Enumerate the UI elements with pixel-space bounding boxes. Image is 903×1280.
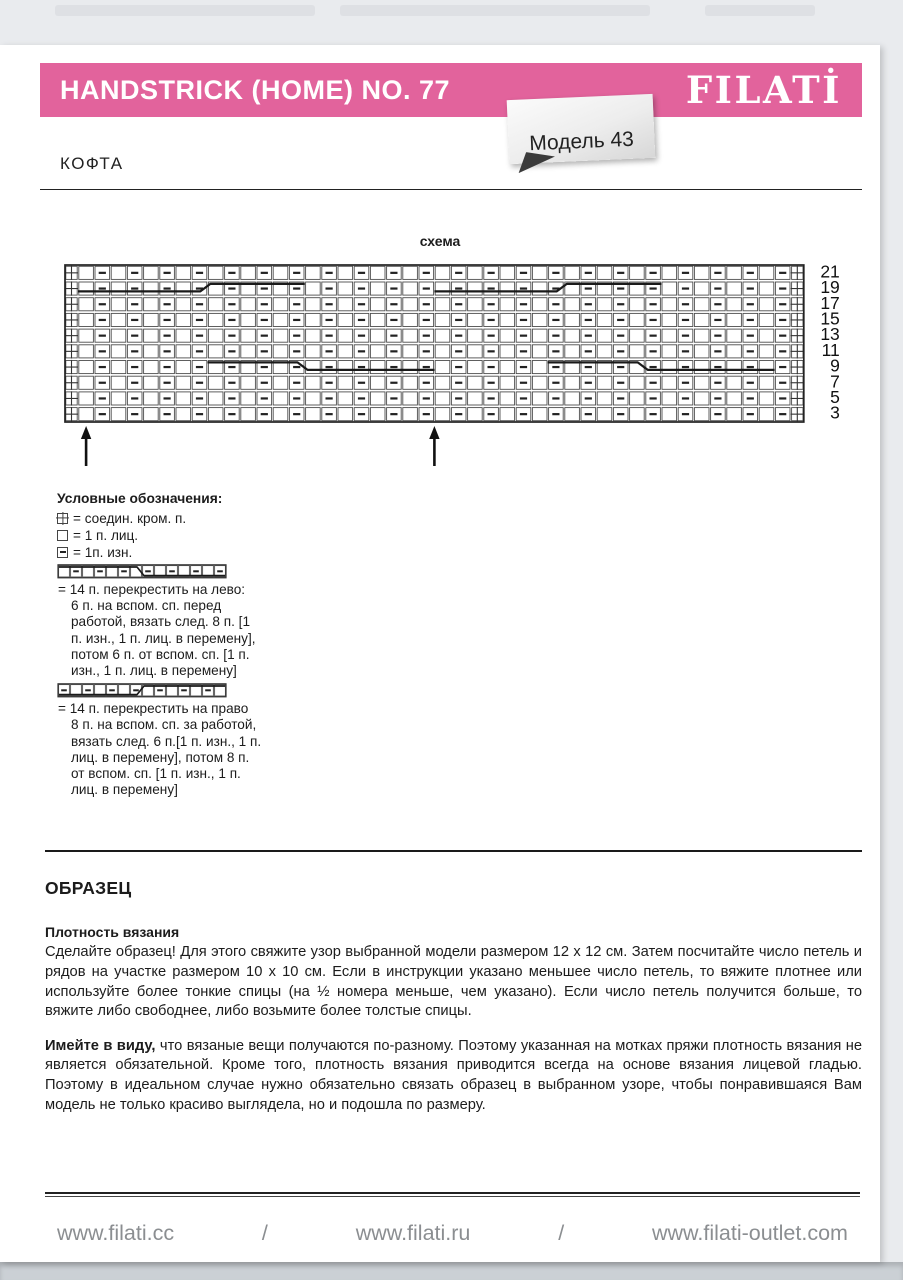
chart-title: схема <box>419 233 461 249</box>
footer-link-filati-ru[interactable]: www.filati.ru <box>355 1221 471 1245</box>
cable-text-line: 8 п. на вспом. сп. за работой, <box>71 717 257 733</box>
knitting-chart-svg <box>63 263 853 469</box>
legend-item-text: = 1 п. лиц. <box>73 527 139 543</box>
legend-title: Условные обозначения: <box>57 491 223 506</box>
ghost-artifact <box>55 5 315 16</box>
page-top-gap <box>0 0 903 45</box>
cable-rise <box>78 284 305 292</box>
cable-left-symbol <box>57 564 229 579</box>
cable-text-line: лиц. в перемену], потом 8 п. <box>71 749 250 765</box>
legend-item-edge <box>57 510 880 526</box>
cable-left-description <box>57 582 880 679</box>
cable-text-line: вязать след. 6 п.[1 п. изн., 1 п. <box>71 733 262 749</box>
filati-logo: FILATİ <box>685 67 842 112</box>
footer-divider <box>45 1192 860 1197</box>
cable-right-description <box>57 701 880 798</box>
page-footer <box>45 1192 860 1246</box>
magazine-title: HANDSTRICK (HOME) NO. 77 <box>60 74 451 105</box>
svg-text:11: 11 <box>821 339 840 360</box>
section-divider <box>45 850 862 852</box>
svg-text:13: 13 <box>820 324 840 345</box>
repeat-arrows <box>81 426 440 466</box>
cable-text-line: = 14 п. перекрестить на лево: <box>58 582 246 597</box>
header-divider <box>40 189 862 190</box>
document-page <box>0 45 880 1262</box>
cable-text-line: п. изн., 1 п. лиц. в перемену], <box>71 630 256 646</box>
legend-cable-line <box>59 567 225 576</box>
model-note <box>507 94 656 164</box>
cable-text-line: потом 6 п. от вспом. сп. [1 п. <box>71 646 250 662</box>
svg-text:17: 17 <box>820 292 840 313</box>
page-bottom-gap <box>0 1262 903 1280</box>
svg-text:5: 5 <box>830 387 840 407</box>
svg-text:21: 21 <box>820 263 840 282</box>
chart-legend <box>57 491 880 798</box>
garment-title: КОФТА <box>60 154 124 173</box>
svg-text:15: 15 <box>820 308 840 329</box>
sample-section-title: ОБРАЗЕЦ <box>45 878 132 899</box>
chart-grid <box>65 266 804 422</box>
cable-text-line: изн., 1 п. лиц. в перемену] <box>71 663 237 679</box>
edge-cross-icon <box>57 513 68 524</box>
svg-text:7: 7 <box>830 371 840 392</box>
cable-fall <box>208 362 435 370</box>
footer-links <box>45 1221 860 1246</box>
legend-item-knit <box>57 527 880 543</box>
footer-separator: / <box>261 1221 268 1245</box>
note-paragraph <box>45 1037 862 1115</box>
note-paragraph-body: что вязаные вещи получаются по-разному. Поэтому указанная на мотках пряжи плотность вязания не является обязательной. Кроме того, плотность вязания приводится всегда на основе вязания лицевой гладью. Поэтому в идеальном случае нужно обязательно связать образец в выбранном узоре, чтобы понравившаяся Вам модель не только красиво выглядела, но и подошла по размеру. <box>45 1037 862 1113</box>
footer-link-filati-outlet[interactable]: www.filati-outlet.com <box>652 1221 848 1245</box>
footer-link-filati-cc[interactable]: www.filati.cc <box>57 1221 175 1245</box>
cable-text-line: лиц. в перемену] <box>71 782 178 798</box>
magazine-banner <box>40 63 862 117</box>
gauge-paragraph: Сделайте образец! Для этого свяжите узор выбранной модели размером 12 х 12 см. Затем посчитайте число петель и рядов на участке размером 10 х 10 см. Если в инструкции указано меньшее число петель, то вяжите плотнее или используйте более тонкие спицы (на ½ номера меньше, чем указано). Если число петель получится больше, то вяжите либо свободнее, либо возьмите более толстые спицы. <box>45 944 862 1020</box>
cable-text-line: = 14 п. перекрестить на право <box>58 701 249 717</box>
gauge-heading: Плотность вязания <box>45 924 180 941</box>
row-numbers <box>820 263 839 423</box>
cable-text-line: работой, вязать след. 8 п. [1 <box>71 614 251 630</box>
cable-fall <box>548 362 775 370</box>
note-paragraph-lead: Имейте в виду, <box>45 1037 156 1054</box>
purl-dash-icon <box>57 547 68 558</box>
legend-item-purl <box>57 544 880 560</box>
svg-text:3: 3 <box>830 402 840 423</box>
legend-item-text: = 1п. изн. <box>73 544 133 560</box>
cable-text-line: от вспом. сп. [1 п. изн., 1 п. <box>71 766 241 782</box>
svg-text:19: 19 <box>820 277 840 298</box>
knit-blank-icon <box>57 530 68 541</box>
footer-separator: / <box>558 1221 565 1245</box>
legend-item-text: = соедин. кром. п. <box>73 510 187 526</box>
svg-text:9: 9 <box>830 355 840 376</box>
cable-right-symbol <box>57 683 229 698</box>
ghost-artifact <box>340 5 650 16</box>
model-note-label: Модель 43 <box>528 127 635 156</box>
cable-rise <box>434 284 661 292</box>
legend-cable-line <box>59 686 225 695</box>
cable-text-line: 6 п. на вспом. сп. перед <box>71 598 222 614</box>
ghost-artifact <box>705 5 815 16</box>
